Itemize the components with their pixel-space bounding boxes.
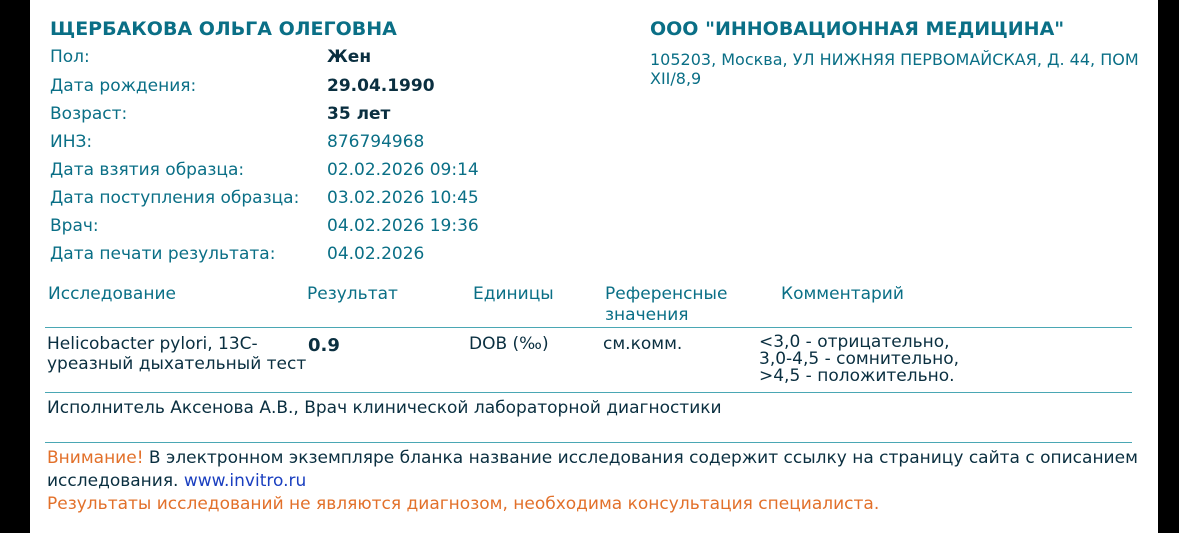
field-label-birthdate: Дата рождения: [50, 76, 197, 96]
lab-result-sheet [30, 0, 1158, 533]
clinic-name: ООО "ИННОВАЦИОННАЯ МЕДИЦИНА" [650, 18, 1065, 40]
field-label-print-date: Дата печати результата: [50, 244, 276, 264]
result-reference: см.комм. [603, 334, 683, 354]
footer-divider [45, 442, 1132, 443]
table-row-divider [45, 392, 1132, 393]
invitro-link[interactable]: www.invitro.ru [183, 471, 307, 491]
field-label-age: Возраст: [50, 104, 128, 124]
col-header-test: Исследование [48, 284, 176, 304]
field-value-birthdate: 29.04.1990 [327, 76, 435, 96]
result-value: 0.9 [308, 335, 340, 356]
attention-label: Внимание! [47, 448, 144, 468]
clinic-address: 105203, Москва, УЛ НИЖНЯЯ ПЕРВОМАЙСКАЯ, Д. 44, ПОМ XII/8,9 [650, 50, 1139, 88]
result-units: DOB (‰) [469, 334, 549, 354]
field-value-age: 35 лет [327, 104, 391, 124]
col-header-result: Результат [307, 284, 398, 304]
field-label-sample-taken: Дата взятия образца: [50, 160, 245, 180]
field-value-sex: Жен [327, 47, 372, 67]
col-header-reference [605, 284, 727, 326]
col-header-comment: Комментарий [781, 284, 904, 304]
field-value-sample-taken: 02.02.2026 09:14 [327, 160, 479, 180]
attention-text: В электронном экземпляре бланка название исследования содержит ссылку на страницу сайта с описанием исследования. [47, 448, 1138, 491]
footer-notice [47, 447, 1142, 493]
comment-line1: <3,0 - отрицательно, [759, 332, 950, 352]
field-label-sample-received: Дата поступления образца: [50, 188, 300, 208]
col-header-reference-line1: Референсные [605, 284, 728, 304]
field-value-doctor: 04.02.2026 19:36 [327, 216, 479, 236]
field-label-inz: ИНЗ: [50, 132, 93, 152]
test-name-link[interactable] [47, 334, 306, 374]
performer-line: Исполнитель Аксенова А.В., Врач клинической лабораторной диагностики [47, 398, 722, 418]
comment-line3: >4,5 - положительно. [759, 366, 955, 386]
table-header-divider [45, 327, 1132, 328]
disclaimer-text: Результаты исследований не являются диагнозом, необходима консультация специалиста. [47, 494, 880, 514]
col-header-reference-line2: значения [605, 305, 689, 325]
comment-line2: 3,0-4,5 - сомнительно, [759, 349, 960, 369]
field-value-sample-received: 03.02.2026 10:45 [327, 188, 479, 208]
field-label-doctor: Врач: [50, 216, 99, 236]
field-value-print-date: 04.02.2026 [327, 244, 425, 264]
col-header-units: Единицы [473, 284, 554, 304]
field-value-inz: 876794968 [327, 132, 425, 152]
test-name-line2: уреазный дыхательный тест [47, 354, 307, 374]
test-name-line1: Helicobacter pylori, 13C- [47, 334, 258, 354]
result-comment [759, 334, 959, 385]
field-label-sex: Пол: [50, 47, 90, 67]
patient-name: ЩЕРБАКОВА ОЛЬГА ОЛЕГОВНА [50, 18, 397, 40]
